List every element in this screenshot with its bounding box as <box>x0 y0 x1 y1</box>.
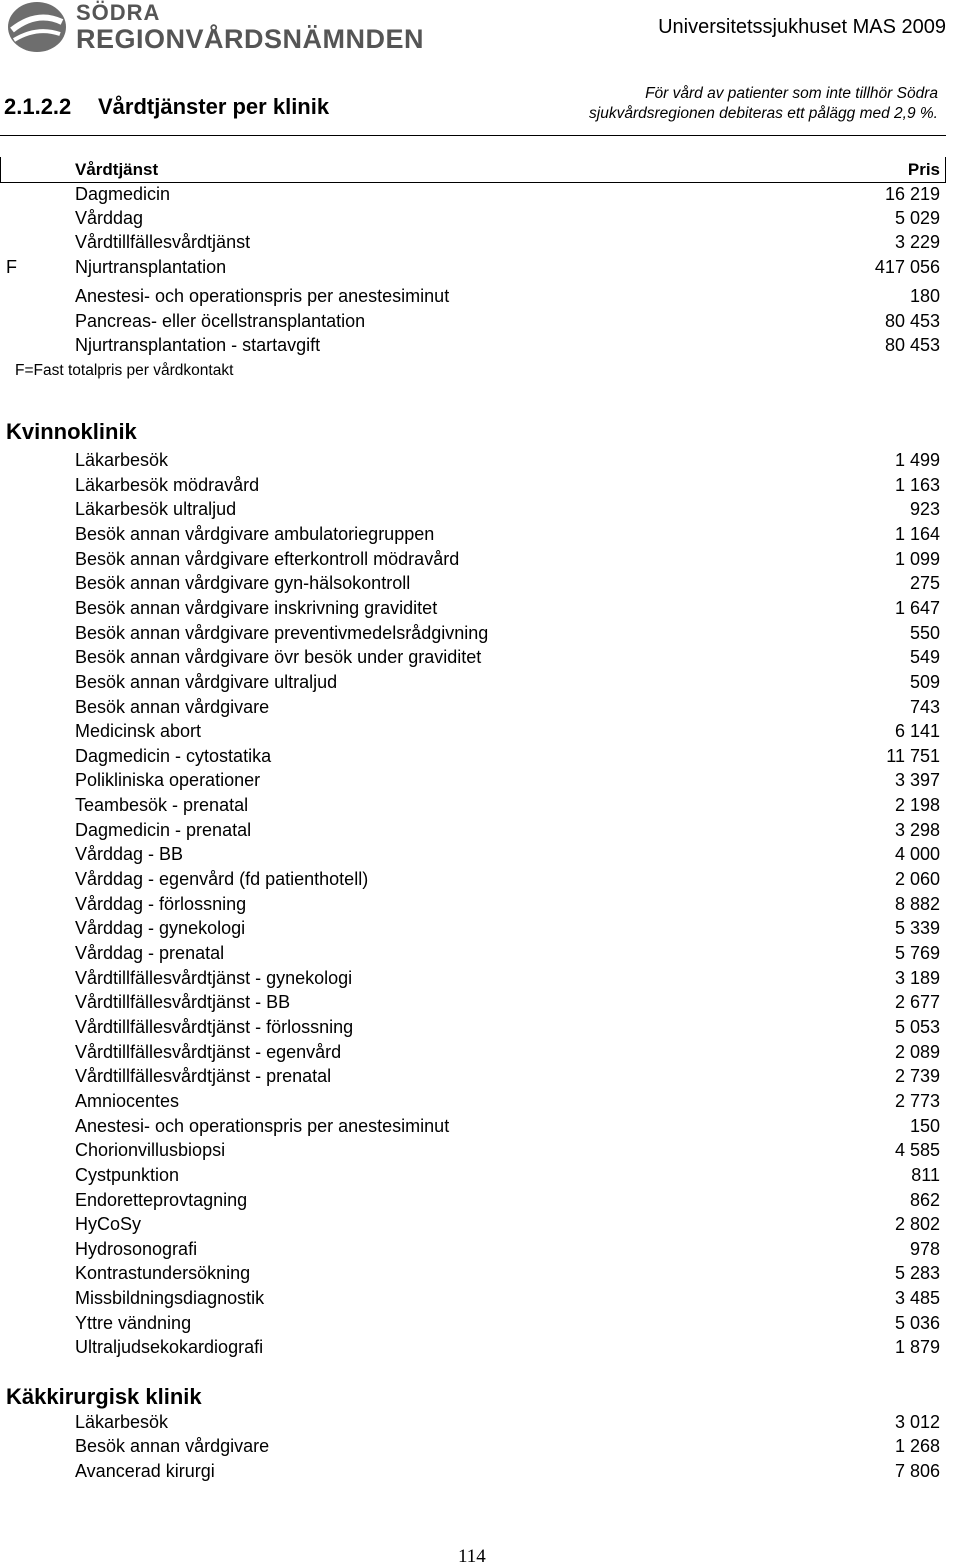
service-price: 2 677 <box>894 992 940 1012</box>
sodra-logo <box>6 0 426 56</box>
service-price: 5 769 <box>894 943 940 963</box>
table-row <box>0 697 940 721</box>
table-row <box>0 672 940 696</box>
service-name: Avancerad kirurgi <box>75 1461 215 1481</box>
table-row <box>0 746 940 770</box>
service-price: 180 <box>909 286 940 306</box>
table-row <box>0 208 940 232</box>
table-row <box>0 499 940 523</box>
service-price: 7 806 <box>894 1461 940 1481</box>
table-top-rule <box>0 135 946 136</box>
table-row <box>0 232 940 256</box>
service-price: 811 <box>911 1165 940 1185</box>
service-name: Läkarbesök <box>75 450 169 470</box>
service-price: 1 164 <box>894 524 940 544</box>
service-price: 8 882 <box>894 894 940 914</box>
service-price: 5 339 <box>894 918 940 938</box>
service-name: Anestesi- och operationspris per anestesiminut <box>75 1116 450 1136</box>
service-name: Vårddag - gynekologi <box>75 918 246 938</box>
service-price: 743 <box>909 697 940 717</box>
service-name: Endoretteprovtagning <box>75 1190 248 1210</box>
table-row <box>0 524 940 548</box>
table-row <box>0 647 940 671</box>
service-price: 1 099 <box>894 549 940 569</box>
heading-kvinnoklinik: Kvinnoklinik <box>6 419 137 444</box>
service-name: Vårddag - prenatal <box>75 943 225 963</box>
service-name: Vårdtillfällesvårdtjänst - förlossning <box>75 1017 354 1037</box>
service-price: 5 029 <box>894 208 940 228</box>
service-name: Hydrosonografi <box>75 1239 198 1259</box>
section-title: Vårdtjänster per klinik <box>98 94 330 119</box>
service-price: 80 453 <box>884 335 940 355</box>
service-price: 2 802 <box>894 1214 940 1234</box>
service-price: 549 <box>909 647 940 667</box>
service-price: 3 397 <box>894 770 940 790</box>
table-row <box>0 286 940 310</box>
table-row <box>0 311 940 335</box>
service-price: 978 <box>909 1239 940 1259</box>
service-price: 3 298 <box>894 820 940 840</box>
service-name: Besök annan vårdgivare gyn-hälsokontroll <box>75 573 411 593</box>
table-row <box>0 1017 940 1041</box>
service-name: Cystpunktion <box>75 1165 180 1185</box>
service-name: Polikliniska operationer <box>75 770 261 790</box>
service-name: Vårdtillfällesvårdtjänst <box>75 232 251 252</box>
table-row <box>0 1313 940 1337</box>
service-price: 862 <box>909 1190 940 1210</box>
service-name: Teambesök - prenatal <box>75 795 249 815</box>
footnote: F=Fast totalpris per vårdkontakt <box>15 362 234 379</box>
service-name: Besök annan vårdgivare efterkontroll mödravård <box>75 549 460 569</box>
table-row <box>0 475 940 499</box>
service-name: Läkarbesök mödravård <box>75 475 260 495</box>
table-row <box>0 1116 940 1140</box>
table-row <box>0 869 940 893</box>
service-price: 1 879 <box>894 1337 940 1357</box>
table-row <box>0 1214 940 1238</box>
service-name: Vårddag <box>75 208 144 228</box>
service-price: 2 739 <box>894 1066 940 1086</box>
service-name: Dagmedicin <box>75 184 171 204</box>
table-row <box>0 549 940 573</box>
table-row <box>0 573 940 597</box>
service-price: 1 499 <box>894 450 940 470</box>
table-row <box>0 795 940 819</box>
table-row <box>0 968 940 992</box>
service-name: Besök annan vårdgivare ultraljud <box>75 672 338 692</box>
table-row <box>0 1140 940 1164</box>
table-row <box>0 943 940 967</box>
table-row <box>0 335 940 359</box>
service-name: Besök annan vårdgivare preventivmedelsrådgivning <box>75 623 489 643</box>
table-row <box>0 1461 940 1485</box>
service-price: 550 <box>909 623 940 643</box>
service-name: Medicinsk abort <box>75 721 202 741</box>
table-row <box>0 1165 940 1189</box>
notice-line-2: sjukvårdsregionen debiteras ett pålägg med 2,9 %. <box>589 105 938 122</box>
service-name: Besök annan vårdgivare <box>75 697 270 717</box>
table-row <box>0 1042 940 1066</box>
table-row <box>0 1288 940 1312</box>
service-price: 2 198 <box>894 795 940 815</box>
hospital-name: Universitetssjukhuset MAS 2009 <box>658 16 946 38</box>
service-price: 275 <box>909 573 940 593</box>
service-price: 2 773 <box>894 1091 940 1111</box>
service-name: Ultraljudsekokardiografi <box>75 1337 264 1357</box>
section-number: 2.1.2.2 <box>4 94 72 119</box>
service-price: 5 053 <box>894 1017 940 1037</box>
service-price: 3 485 <box>894 1288 940 1308</box>
column-header-price: Pris <box>907 160 940 179</box>
service-price: 923 <box>909 499 940 519</box>
service-name: Anestesi- och operationspris per anestesiminut <box>75 286 450 306</box>
service-name: Dagmedicin - cytostatika <box>75 746 272 766</box>
table-row <box>0 1337 940 1361</box>
table-row <box>0 1091 940 1115</box>
service-price: 1 268 <box>894 1436 940 1456</box>
service-price: 150 <box>909 1116 940 1136</box>
service-price: 5 283 <box>894 1263 940 1283</box>
service-name: Njurtransplantation - startavgift <box>75 335 321 355</box>
service-name: Missbildningsdiagnostik <box>75 1288 265 1308</box>
surcharge-notice <box>518 84 938 124</box>
table-row <box>0 184 940 208</box>
table-row <box>0 721 940 745</box>
table-row <box>0 894 940 918</box>
service-name: Vårddag - BB <box>75 844 184 864</box>
heading-kakkirurgisk-klinik: Käkkirurgisk klinik <box>6 1384 202 1409</box>
service-price: 3 229 <box>894 232 940 252</box>
service-name: Vårddag - egenvård (fd patienthotell) <box>75 869 369 889</box>
service-name: Vårdtillfällesvårdtjänst - egenvård <box>75 1042 342 1062</box>
service-price: 6 141 <box>894 721 940 741</box>
service-name: Vårddag - förlossning <box>75 894 247 914</box>
service-name: Läkarbesök <box>75 1412 169 1432</box>
table-row <box>0 1263 940 1287</box>
table-row <box>0 1436 940 1460</box>
table-row <box>0 820 940 844</box>
service-price: 16 219 <box>884 184 940 204</box>
service-name: Läkarbesök ultraljud <box>75 499 237 519</box>
page-number: 114 <box>458 1546 486 1567</box>
service-price: 3 189 <box>894 968 940 988</box>
service-price: 4 000 <box>894 844 940 864</box>
table-row <box>0 1239 940 1263</box>
service-price: 5 036 <box>894 1313 940 1333</box>
service-name: Kontrastundersökning <box>75 1263 251 1283</box>
regional-emblem-icon <box>6 0 68 54</box>
service-name: Pancreas- eller öcellstransplantation <box>75 311 366 331</box>
service-name: Besök annan vårdgivare ambulatoriegruppen <box>75 524 435 544</box>
service-price: 509 <box>909 672 940 692</box>
service-price: 2 089 <box>894 1042 940 1062</box>
service-price: 2 060 <box>894 869 940 889</box>
table-row <box>0 257 940 281</box>
table-header-row <box>0 160 940 184</box>
table-row <box>0 1190 940 1214</box>
service-name: Dagmedicin - prenatal <box>75 820 252 840</box>
table-row <box>0 1412 940 1436</box>
service-price: 417 056 <box>874 257 940 277</box>
table-row <box>0 450 940 474</box>
service-name: Njurtransplantation <box>75 257 227 277</box>
service-price: 11 751 <box>886 746 940 766</box>
table-row <box>0 1066 940 1090</box>
service-price: 1 163 <box>894 475 940 495</box>
service-name: HyCoSy <box>75 1214 142 1234</box>
table-row <box>0 598 940 622</box>
logo-text-top: SÖDRA <box>76 0 161 25</box>
table-row <box>0 623 940 647</box>
notice-line-1: För vård av patienter som inte tillhör Södra <box>645 85 938 102</box>
logo-text-bottom: REGIONVÅRDSNÄMNDEN <box>76 24 425 54</box>
service-name: Vårdtillfällesvårdtjänst - BB <box>75 992 291 1012</box>
row-flag: F <box>6 257 17 277</box>
service-name: Yttre vändning <box>75 1313 192 1333</box>
service-name: Vårdtillfällesvårdtjänst - gynekologi <box>75 968 353 988</box>
service-price: 80 453 <box>884 311 940 331</box>
table-row <box>0 918 940 942</box>
service-name: Besök annan vårdgivare <box>75 1436 270 1456</box>
table-row <box>0 770 940 794</box>
service-price: 3 012 <box>894 1412 940 1432</box>
service-name: Besök annan vårdgivare övr besök under graviditet <box>75 647 482 667</box>
service-name: Amniocentes <box>75 1091 180 1111</box>
table-row <box>0 992 940 1016</box>
column-header-service: Vårdtjänst <box>75 160 159 179</box>
service-name: Besök annan vårdgivare inskrivning graviditet <box>75 598 438 618</box>
table-row <box>0 844 940 868</box>
service-name: Vårdtillfällesvårdtjänst - prenatal <box>75 1066 332 1086</box>
service-name: Chorionvillusbiopsi <box>75 1140 226 1160</box>
service-price: 4 585 <box>894 1140 940 1160</box>
service-price: 1 647 <box>894 598 940 618</box>
